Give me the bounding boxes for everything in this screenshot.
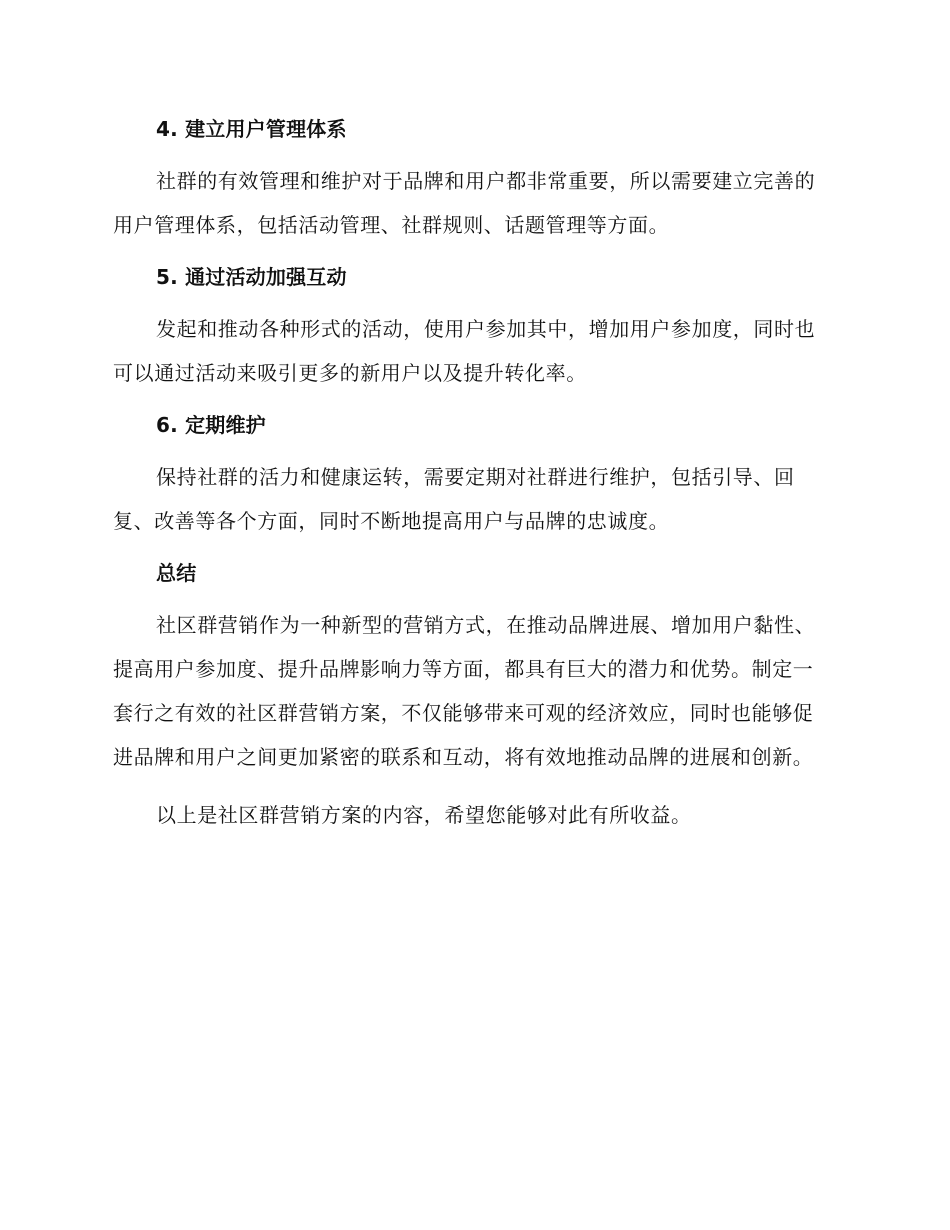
section-paragraph-activity-interaction: 发起和推动各种形式的活动，使用户参加其中，增加用户参加度，同时也可以通过活动来吸引更多的新用户以及提升转化率。 (113, 317, 816, 385)
document-body (113, 113, 831, 837)
section-paragraph-regular-maintenance: 保持社群的活力和健康运转，需要定期对社群进行维护，包括引导、回复、改善等各个方面，同时不断地提高用户与品牌的忠诚度。 (113, 465, 795, 533)
section-heading-user-management: 4. 建立用户管理体系 (156, 117, 347, 141)
section-heading-activity-interaction: 5. 通过活动加强互动 (156, 265, 347, 289)
section-paragraph-user-management: 社群的有效管理和维护对于品牌和用户都非常重要，所以需要建立完善的用户管理体系，包括活动管理、社群规则、话题管理等方面。 (113, 169, 816, 237)
closing-paragraph: 以上是社区群营销方案的内容，希望您能够对此有所收益。 (156, 803, 692, 827)
section-paragraph-summary: 社区群营销作为一种新型的营销方式，在推动品牌进展、增加用户黏性、提高用户参加度、提升品牌影响力等方面，都具有巨大的潜力和优势。制定一套行之有效的社区群营销方案，不仅能够带来可观的经济效应，同时也能够促进品牌和用户之间更加紧密的联系和互动，将有效地推动品牌的进展和创新。 (113, 613, 816, 769)
section-heading-summary: 总结 (156, 561, 197, 585)
section-heading-regular-maintenance: 6. 定期维护 (156, 413, 266, 437)
